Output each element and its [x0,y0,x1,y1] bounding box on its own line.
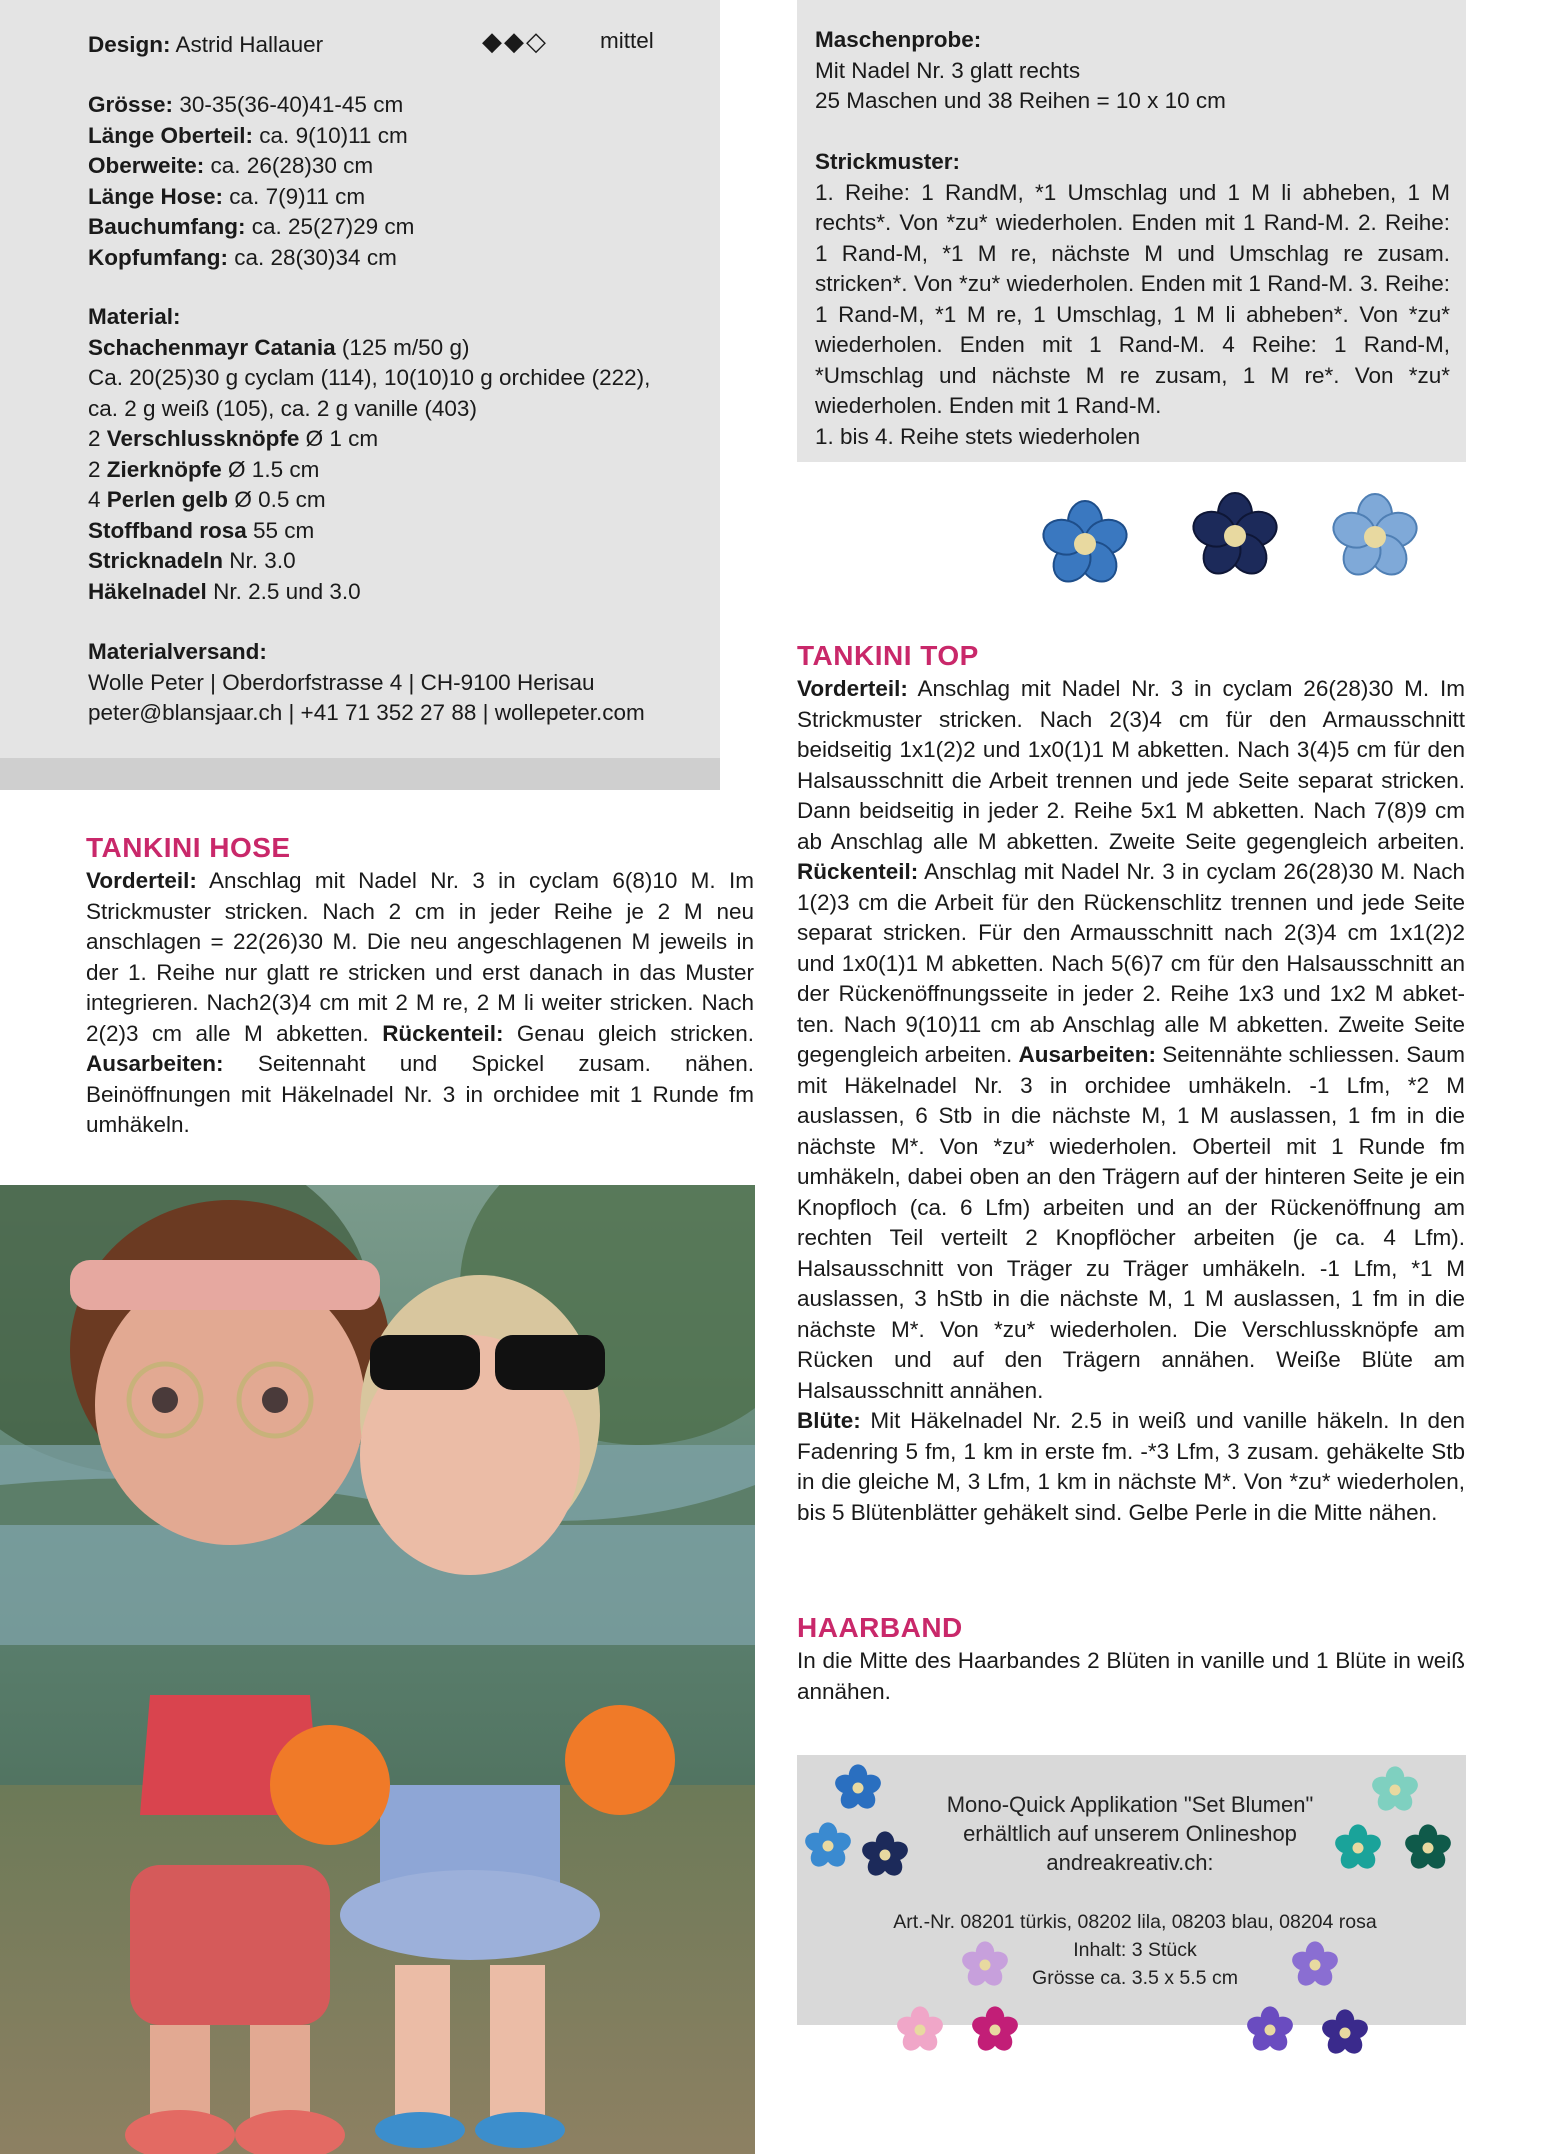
size-row: Oberweite: ca. 26(28)30 cm [88,153,374,178]
top-text: Vorderteil: Anschlag mit Nadel Nr. 3 in cyclam 26(28)30 M. Im Strickmuster stricken. Nach 2(3)4 cm für den Armausschnitt beidseitig 1x1(2)2 und 1x0(1)1 M abketten. Nach 3(4)5 cm für den Halsausschnitt die Arbeit trennen und jede Seite separat stricken. Dann beidseitig in jeder 2. Reihe 5x1 M abketten. Nach 7(8)9 cm ab Anschlag alle M abketten. Zweite Seite gegengleich arbeiten. Rückenteil: Anschlag mit Nadel Nr. 3 in cyclam 26(28)30 M. Nach 1(2)3 cm die Arbeit für den Rückenschlitz trennen und jede Seite separat stricken. Für den Armausschnitt nach 2(3)4 cm 1x1(2)2 und 1x0(1)1 M abketten. Nach 5(6)7 cm für den Halsausschnitt an der Rückenöffnungsseite in jeder 2. Reihe 1x3 und 1x2 M abketten. Nach 9(10)11 cm ab Anschlag alle M abketten. Zweite Seite gegengleich arbeiten. Ausarbeiten: Seitennähte schliessen. Saum mit Häkelnadel Nr. 3 in orchidee umhäkeln. -1 Lfm, *2 M auslassen, 6 Stb in die nächste M, 1 M auslassen, 1 fm in die nächste M*. Von *zu* wiederholen. Oberteil mit 1 Runde fm umhäkeln, dabei oben an den Trägern auf der hinteren Seite je ein Knopfloch (ca. 6 Lfm) arbeiten und an der Rückenöffnung am rechten Teil verteilt 2 Knopflöcher arbeiten (je ca. 4 Lfm). Halsausschnitt von Träger zu Träger umhäkeln. -1 Lfm, *1 M auslassen, 3 hStb in die nächste M, 1 M auslassen, 1 fm in die nächste M*. Von *zu* wiederholen. Die Verschlussknöpfe am Rücken und auf den Trägern annähen. Weiße Blüte am Halsausschnitt annähen. [797,676,1466,1403]
versand-section [88,637,718,729]
design-label: Design: [88,32,171,57]
info-box-side [720,0,755,790]
difficulty-text: mittel [600,28,654,53]
material-item: 4 Perlen gelb Ø 0.5 cm [88,487,326,512]
versand-contact: peter@blansjaar.ch | +41 71 352 27 88 | wollepeter.com [88,700,645,725]
material-item: Stoffband rosa 55 cm [88,517,315,543]
difficulty-diamonds-icon: ◆◆◇ [482,26,548,56]
dolls-photo [0,1185,755,2154]
dolls-photo-illustration [0,1185,755,2154]
yarn-name: Schachenmayr Catania [88,334,336,360]
size-row: Kopfumfang: ca. 28(30)34 cm [88,244,397,270]
material-item: Stricknadeln Nr. 3.0 [88,548,296,573]
strickmuster-section [815,147,1450,452]
hose-text: Vorderteil: Anschlag mit Nadel Nr. 3 in cyclam 6(8)10 M. Im Strickmuster stricken. Nach 2 cm in jeder Reihe je 2 M neu anschlagen = 22(26)30 M. Die neu angeschlagenen M jeweils in der 1. Reihe nur glatt re stricken und erst danach in das Muster integrieren. Nach2(3)4 cm mit 2 M re, 2 M li weiter stricken. Nach 2(2)3 cm alle M abketten. Rückenteil: Genau gleich stricken. Ausarbeiten: Seitennaht und Spickel zusam. nähen. Beinöffnungen mit Häkelnadel Nr. 3 in orchidee mit 1 Runde fm umhäkeln. [86,868,754,1137]
promo-text: Mono-Quick Applikation "Set Blumen" erhältlich auf unserem Onlineshop andreakreativ.ch: [900,1790,1360,1877]
size-row: Länge Hose: ca. 7(9)11 cm [88,183,366,209]
maschenprobe-heading: Maschenprobe: [815,27,982,52]
flower-icon [870,1935,1040,2075]
material-item: 2 Verschlussknöpfe Ø 1 cm [88,426,379,451]
flower-icon [1230,1935,1400,2075]
flower-icon [800,1760,1060,1880]
material-item: 2 Zierknöpfe Ø 1.5 cm [88,456,320,482]
size-row: Länge Oberteil: ca. 9(10)11 cm [88,122,408,148]
haarband-heading: HAARBAND [797,1612,963,1643]
material-heading: Material: [88,304,181,329]
design-value: Astrid Hallauer [175,32,324,57]
colors-line: Ca. 20(25)30 g cyclam (114), 10(10)10 g orchidee (222), [88,365,651,390]
material-section: Material: Schachenmayr Catania (125 m/50 g) Ca. 20(25)30 g cyclam (114), 10(10)10 g orchidee (222), ca. 2 g weiß (105), ca. 2 g vanille (403) 2 Verschlussknöpfe Ø 1 cm 2 Zierknöpfe Ø 1.5 cm 4 Perlen gelb Ø 0.5 cm Stoffband rosa 55 cm Stricknadeln Nr. 3.0 Häkelnadel Nr. 2.5 und 3.0 [88,302,718,607]
design-line [88,30,508,61]
info-box-shadow [0,758,755,790]
flower-icon [1185,486,1285,586]
haarband-text: In die Mitte des Haarbandes 2 Blüten in vanille und 1 Blüte in weiß annähen. [797,1648,1465,1704]
maschenprobe-section: Maschenprobe: Mit Nadel Nr. 3 glatt rechts 25 Maschen und 38 Reihen = 10 x 10 cm [815,27,1226,113]
sizes-list [88,90,708,273]
flower-icon [1035,494,1135,594]
versand-address: Wolle Peter | Oberdorfstrasse 4 | CH-9100 Herisau [88,669,595,695]
strickmuster-heading: Strickmuster: [815,149,961,174]
top-heading: TANKINI TOP [797,640,979,671]
material-item: Häkelnadel Nr. 2.5 und 3.0 [88,578,361,604]
colors-line: ca. 2 g weiß (105), ca. 2 g vanille (403) [88,395,477,421]
strickmuster-text: 1. Reihe: 1 RandM, *1 Umschlag und 1 M li abheben, 1 M rechts*. Von *zu* wiederholen. Enden mit 1 Rand-M. 2. Reihe: 1 Rand-M, *1 M re, nächste M und Umschlag re zusam. stricken*. Von *zu* wiederholen. Enden mit 1 Rand-M. 3. Reihe: 1 Rand-M, *1 M re, 1 Umschlag, 1 M li abheben*. Von *zu* wiederholen. Enden mit 1 Rand-M. 4 Reihe: 1 Rand-M, *Umschlag und nächste M re zusam, 1 M re*. Von *zu* wiederholen. Enden mit 1 Rand-M. [815,179,1450,418]
shop-link[interactable]: andreakreativ.ch: [1046,1850,1214,1875]
flower-icon [1325,487,1425,587]
top-section [797,640,1465,1528]
versand-heading: Materialversand: [88,639,267,664]
bluete-text: Blüte: Mit Häkelnadel Nr. 2.5 in weiß und vanille häkeln. In den Fadenring 5 fm, 1 km in erste fm. -*3 Lfm, 3 zusam. gehäkelte Stb in die gleiche M, 3 Lfm, 1 km in nächste M*. Von *zu* wiederholen, bis 5 Blütenblätter gehäkelt sind. Gelbe Perle in die Mitte nähen. [797,1408,1465,1525]
flower-icon [1320,1760,1465,1880]
strickmuster-last: 1. bis 4. Reihe stets wiederholen [815,423,1141,449]
haarband-section [797,1612,1465,1707]
hose-heading: TANKINI HOSE [86,832,291,863]
promo-details: Art.-Nr. 08201 türkis, 08202 lila, 08203 blau, 08204 rosa Inhalt: 3 Stück Grösse ca. 3.5 x 5.5 cm [893,1911,1377,1989]
size-row: Grösse: 30-35(36-40)41-45 cm [88,92,404,117]
hose-section [86,832,754,1141]
size-row: Bauchumfang: ca. 25(27)29 cm [88,214,415,239]
